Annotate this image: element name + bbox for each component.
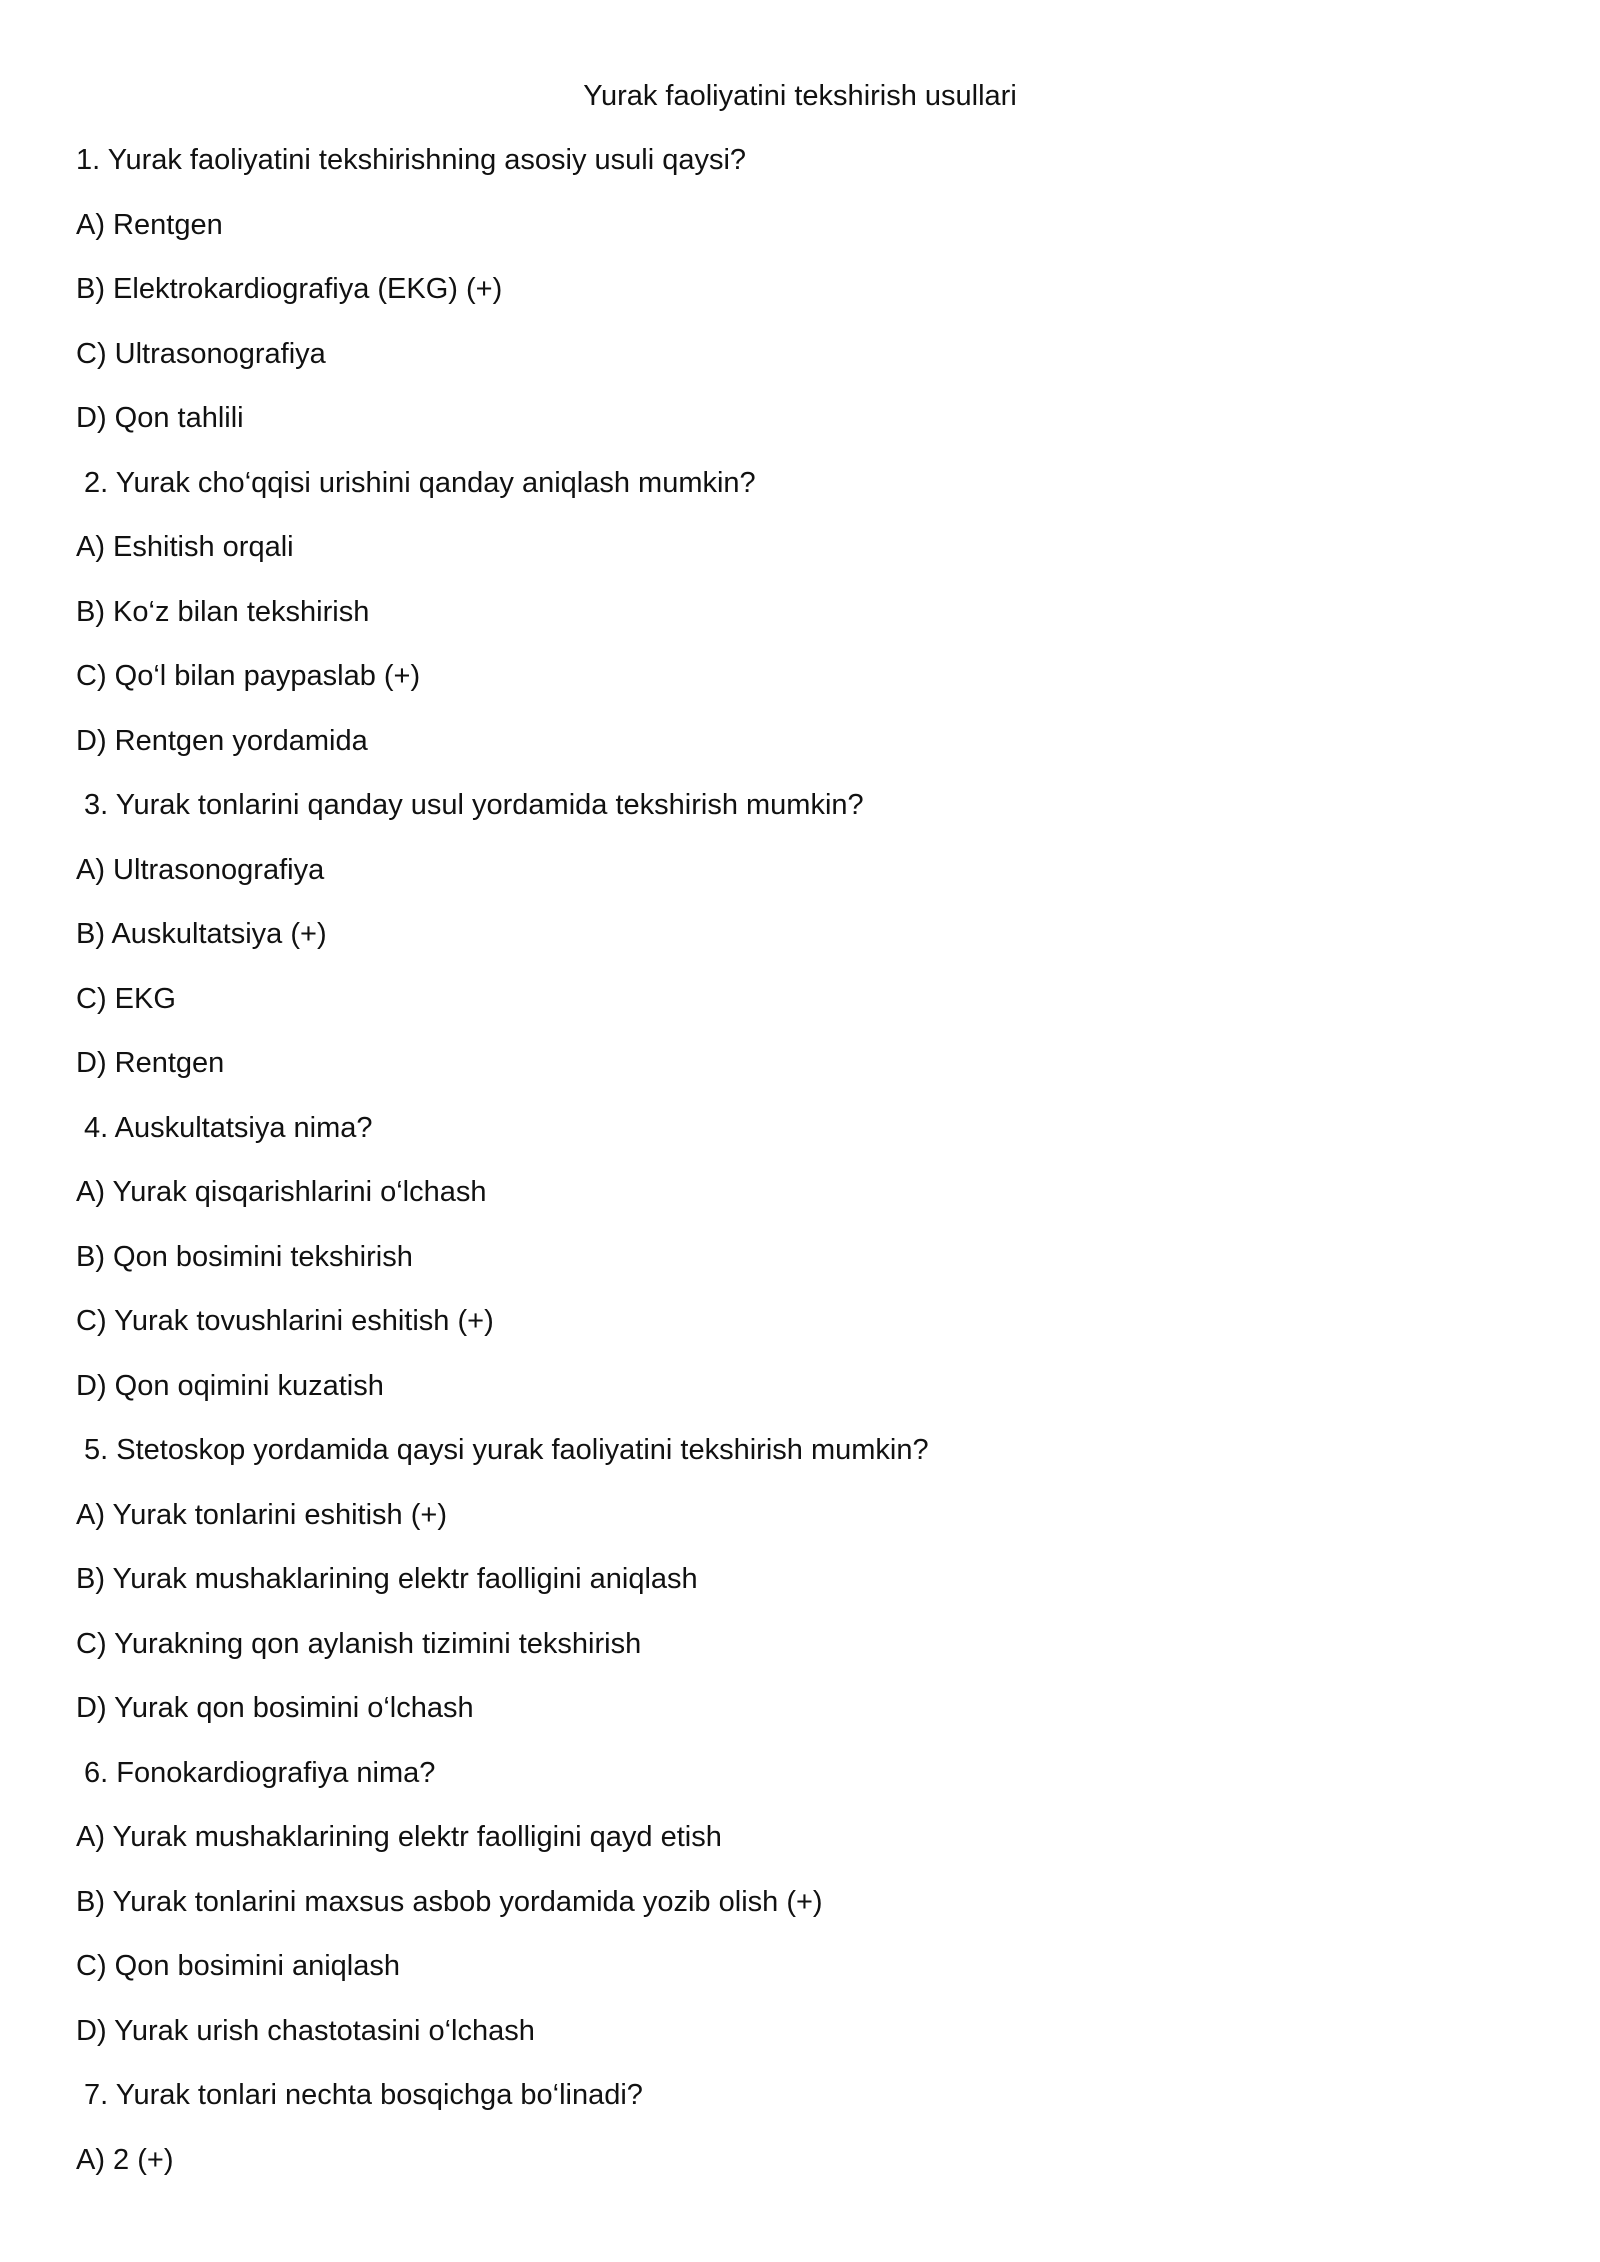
q2-option-b: B) Ko‘z bilan tekshirish xyxy=(76,595,370,628)
q4-option-b: B) Qon bosimini tekshirish xyxy=(76,1240,413,1273)
q4-option-c: C) Yurak tovushlarini eshitish (+) xyxy=(76,1305,494,1337)
q6-option-d: D) Yurak urish chastotasini o‘lchash xyxy=(76,2014,535,2047)
q1-option-a: A) Rentgen xyxy=(76,208,223,241)
question-3: 3. Yurak tonlarini qanday usul yordamida tekshirish mumkin? xyxy=(84,789,864,821)
q2-option-c: C) Qo‘l bilan paypaslab (+) xyxy=(76,660,421,692)
question-list xyxy=(76,140,1526,2204)
question-5: 5. Stetoskop yordamida qaysi yurak faoliyatini tekshirish mumkin? xyxy=(84,1434,929,1466)
q5-option-c: C) Yurakning qon aylanish tizimini tekshirish xyxy=(76,1627,642,1660)
q3-option-a: A) Ultrasonografiya xyxy=(76,853,325,886)
q6-option-c: C) Qon bosimini aniqlash xyxy=(76,1950,400,1982)
q5-option-b: B) Yurak mushaklarining elektr faolligini aniqlash xyxy=(76,1563,698,1595)
q3-option-c: C) EKG xyxy=(76,982,176,1015)
q5-option-a: A) Yurak tonlarini eshitish (+) xyxy=(76,1498,447,1531)
q1-option-b: B) Elektrokardiografiya (EKG) (+) xyxy=(76,273,503,305)
q2-option-a: A) Eshitish orqali xyxy=(76,531,294,563)
q3-option-d: D) Rentgen xyxy=(76,1047,225,1079)
q7-option-a: A) 2 (+) xyxy=(76,2143,174,2176)
question-6: 6. Fonokardiografiya nima? xyxy=(84,1756,436,1789)
q4-option-d: D) Qon oqimini kuzatish xyxy=(76,1369,384,1402)
q6-option-a: A) Yurak mushaklarining elektr faolligini qayd etish xyxy=(76,1821,722,1853)
q6-option-b: B) Yurak tonlarini maxsus asbob yordamida yozib olish (+) xyxy=(76,1885,823,1918)
q3-option-b: B) Auskultatsiya (+) xyxy=(76,918,327,950)
q1-option-d: D) Qon tahlili xyxy=(76,402,244,434)
question-1: 1. Yurak faoliyatini tekshirishning asosiy usuli qaysi? xyxy=(76,144,747,176)
question-2: 2. Yurak cho‘qqisi urishini qanday aniqlash mumkin? xyxy=(84,466,756,499)
q4-option-a: A) Yurak qisqarishlarini o‘lchash xyxy=(76,1176,487,1208)
question-7: 7. Yurak tonlari nechta bosqichga bo‘linadi? xyxy=(84,2079,643,2111)
question-4: 4. Auskultatsiya nima? xyxy=(84,1111,373,1144)
document-title: Yurak faoliyatini tekshirish usullari xyxy=(583,80,1017,112)
q2-option-d: D) Rentgen yordamida xyxy=(76,724,368,757)
q5-option-d: D) Yurak qon bosimini o‘lchash xyxy=(76,1692,474,1724)
q1-option-c: C) Ultrasonografiya xyxy=(76,337,326,370)
